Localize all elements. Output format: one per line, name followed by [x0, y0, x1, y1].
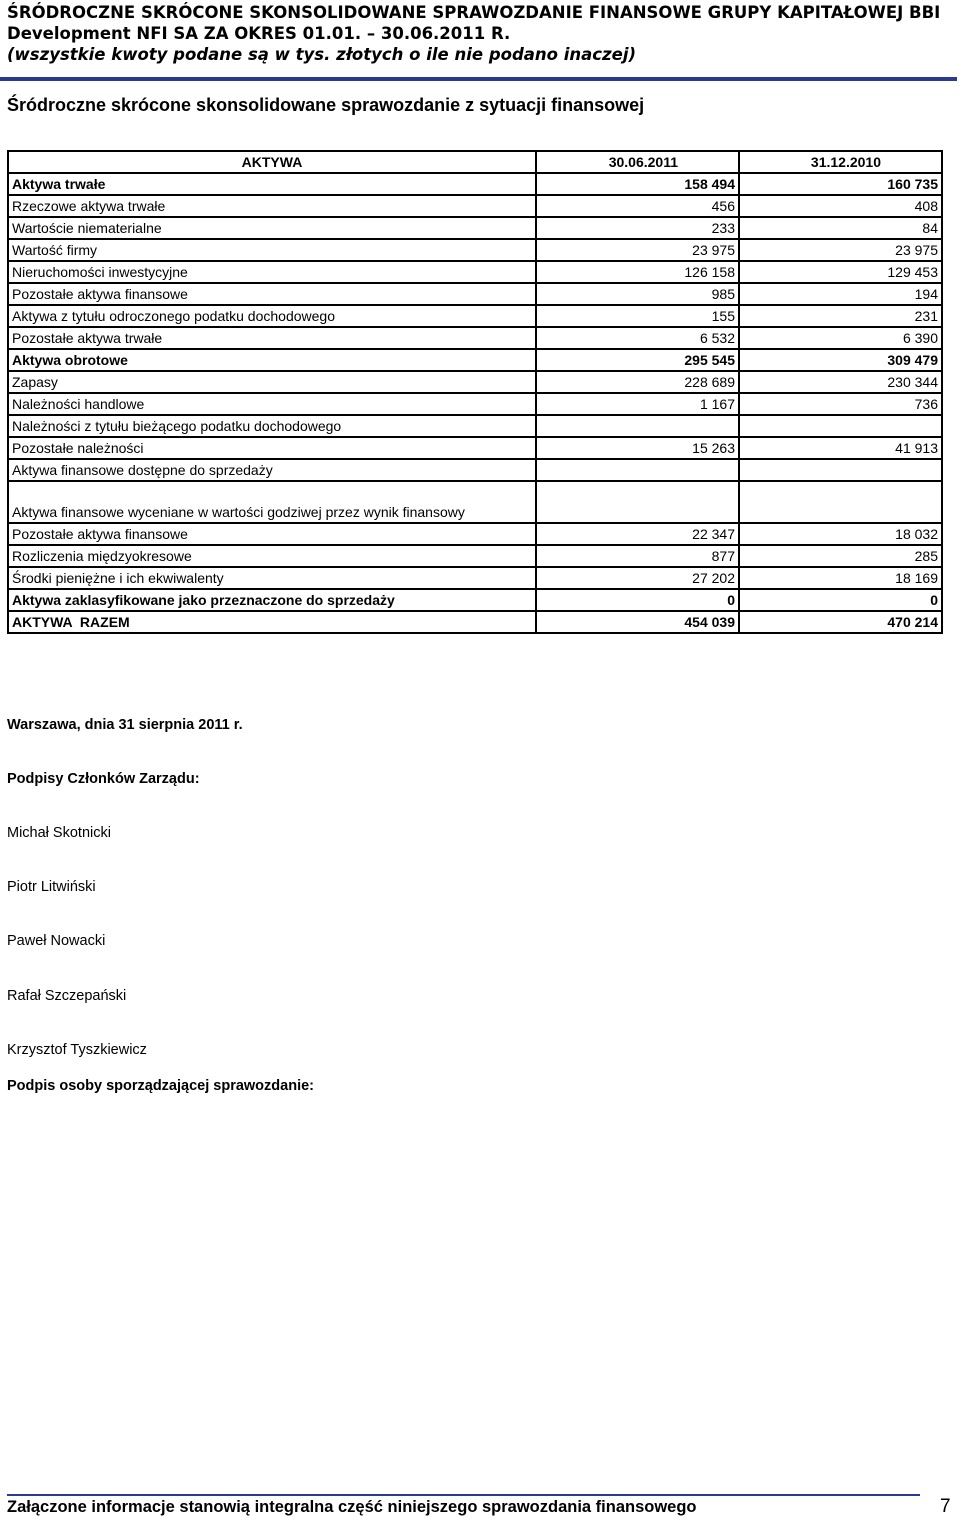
row-label: Pozostałe aktywa trwałe	[8, 327, 536, 349]
row-label: Aktywa trwałe	[8, 173, 536, 195]
row-value-2010: 23 975	[739, 239, 942, 261]
table-row	[8, 481, 942, 523]
table-row	[8, 459, 942, 481]
preparer-title: Podpis osoby sporządzającej sprawozdanie:	[7, 1078, 314, 1094]
row-value-2011	[536, 481, 739, 523]
report-header	[7, 2, 957, 65]
row-value-2010: 18 169	[739, 567, 942, 589]
table-row	[8, 545, 942, 567]
signatures-title: Podpisy Członków Zarządu:	[7, 771, 200, 787]
row-value-2010: 194	[739, 283, 942, 305]
table-row	[8, 173, 942, 195]
header-cell-date1: 30.06.2011	[536, 151, 739, 173]
row-value-2010: 470 214	[739, 611, 942, 633]
row-value-2010: 736	[739, 393, 942, 415]
table-row	[8, 567, 942, 589]
row-value-2010: 230 344	[739, 371, 942, 393]
row-value-2010	[739, 481, 942, 523]
row-label: Nieruchomości inwestycyjne	[8, 261, 536, 283]
table-row	[8, 589, 942, 611]
table-row-total	[8, 611, 942, 633]
row-label: Zapasy	[8, 371, 536, 393]
header-units-note: (wszystkie kwoty podane są w tys. złotych o ile nie podano inaczej)	[7, 45, 637, 64]
table-row	[8, 305, 942, 327]
row-value-2010: 408	[739, 195, 942, 217]
row-label: AKTYWA RAZEM	[8, 611, 536, 633]
table-row	[8, 239, 942, 261]
table-row	[8, 327, 942, 349]
table-row	[8, 523, 942, 545]
row-value-2010: 41 913	[739, 437, 942, 459]
row-value-2011: 23 975	[536, 239, 739, 261]
table-row	[8, 415, 942, 437]
row-label: Aktywa finansowe wyceniane w wartości godziwej przez wynik finansowy	[8, 481, 536, 523]
table-row	[8, 349, 942, 371]
row-value-2011: 27 202	[536, 567, 739, 589]
row-label: Aktywa obrotowe	[8, 349, 536, 371]
header-title-line1: ŚRÓDROCZNE SKRÓCONE SKONSOLIDOWANE SPRAWOZDANIE FINANSOWE GRUPY KAPITAŁOWEJ BBI	[7, 3, 941, 22]
row-value-2010: 18 032	[739, 523, 942, 545]
row-label: Pozostałe aktywa finansowe	[8, 283, 536, 305]
row-value-2010	[739, 459, 942, 481]
table-row	[8, 195, 942, 217]
row-label: Wartoście niematerialne	[8, 217, 536, 239]
signatory-name: Paweł Nowacki	[7, 933, 106, 949]
row-label: Rozliczenia międzyokresowe	[8, 545, 536, 567]
row-label: Należności z tytułu bieżącego podatku dochodowego	[8, 415, 536, 437]
row-value-2010: 231	[739, 305, 942, 327]
row-value-2011: 126 158	[536, 261, 739, 283]
row-label: Rzeczowe aktywa trwałe	[8, 195, 536, 217]
row-label: Aktywa z tytułu odroczonego podatku dochodowego	[8, 305, 536, 327]
footer-rule	[7, 1494, 920, 1496]
table-row	[8, 217, 942, 239]
footer-note: Załączone informacje stanowią integralna część niniejszego sprawozdania finansowego	[7, 1498, 697, 1516]
row-value-2010: 0	[739, 589, 942, 611]
assets-table	[7, 150, 943, 634]
row-value-2010	[739, 415, 942, 437]
table-row	[8, 437, 942, 459]
header-cell-assets: AKTYWA	[8, 151, 536, 173]
row-value-2011: 456	[536, 195, 739, 217]
table-row	[8, 261, 942, 283]
row-value-2010: 309 479	[739, 349, 942, 371]
row-value-2011: 22 347	[536, 523, 739, 545]
signatory-name: Michał Skotnicki	[7, 825, 111, 841]
row-label: Pozostałe aktywa finansowe	[8, 523, 536, 545]
row-value-2011: 454 039	[536, 611, 739, 633]
row-value-2011	[536, 415, 739, 437]
signatory-name: Rafał Szczepański	[7, 988, 127, 1004]
row-value-2010: 84	[739, 217, 942, 239]
row-value-2011: 158 494	[536, 173, 739, 195]
row-label: Należności handlowe	[8, 393, 536, 415]
row-value-2010: 6 390	[739, 327, 942, 349]
table-row	[8, 371, 942, 393]
signatory-name: Piotr Litwiński	[7, 879, 96, 895]
section-title: Śródroczne skrócone skonsolidowane sprawozdanie z sytuacji finansowej	[7, 95, 645, 115]
row-value-2011: 877	[536, 545, 739, 567]
row-value-2011: 0	[536, 589, 739, 611]
header-cell-date2: 31.12.2010	[739, 151, 942, 173]
row-value-2011: 295 545	[536, 349, 739, 371]
row-value-2011: 985	[536, 283, 739, 305]
row-value-2010: 129 453	[739, 261, 942, 283]
row-value-2011: 1 167	[536, 393, 739, 415]
row-value-2011: 155	[536, 305, 739, 327]
row-label: Aktywa zaklasyfikowane jako przeznaczone do sprzedaży	[8, 589, 536, 611]
table-row	[8, 393, 942, 415]
row-value-2011: 6 532	[536, 327, 739, 349]
header-rule	[0, 77, 957, 81]
page-number: 7	[940, 1496, 951, 1517]
row-label: Środki pieniężne i ich ekwiwalenty	[8, 567, 536, 589]
table-header-row	[8, 151, 942, 173]
header-title-line2: Development NFI SA ZA OKRES 01.01. – 30.06.2011 R.	[7, 24, 511, 43]
row-value-2010: 285	[739, 545, 942, 567]
row-label: Pozostałe należności	[8, 437, 536, 459]
place-date: Warszawa, dnia 31 sierpnia 2011 r.	[7, 717, 243, 733]
row-value-2011: 228 689	[536, 371, 739, 393]
row-label: Aktywa finansowe dostępne do sprzedaży	[8, 459, 536, 481]
signatory-name: Krzysztof Tyszkiewicz	[7, 1042, 147, 1058]
row-value-2011	[536, 459, 739, 481]
table-row	[8, 283, 942, 305]
row-value-2011: 15 263	[536, 437, 739, 459]
row-value-2010: 160 735	[739, 173, 942, 195]
row-value-2011: 233	[536, 217, 739, 239]
row-label: Wartość firmy	[8, 239, 536, 261]
